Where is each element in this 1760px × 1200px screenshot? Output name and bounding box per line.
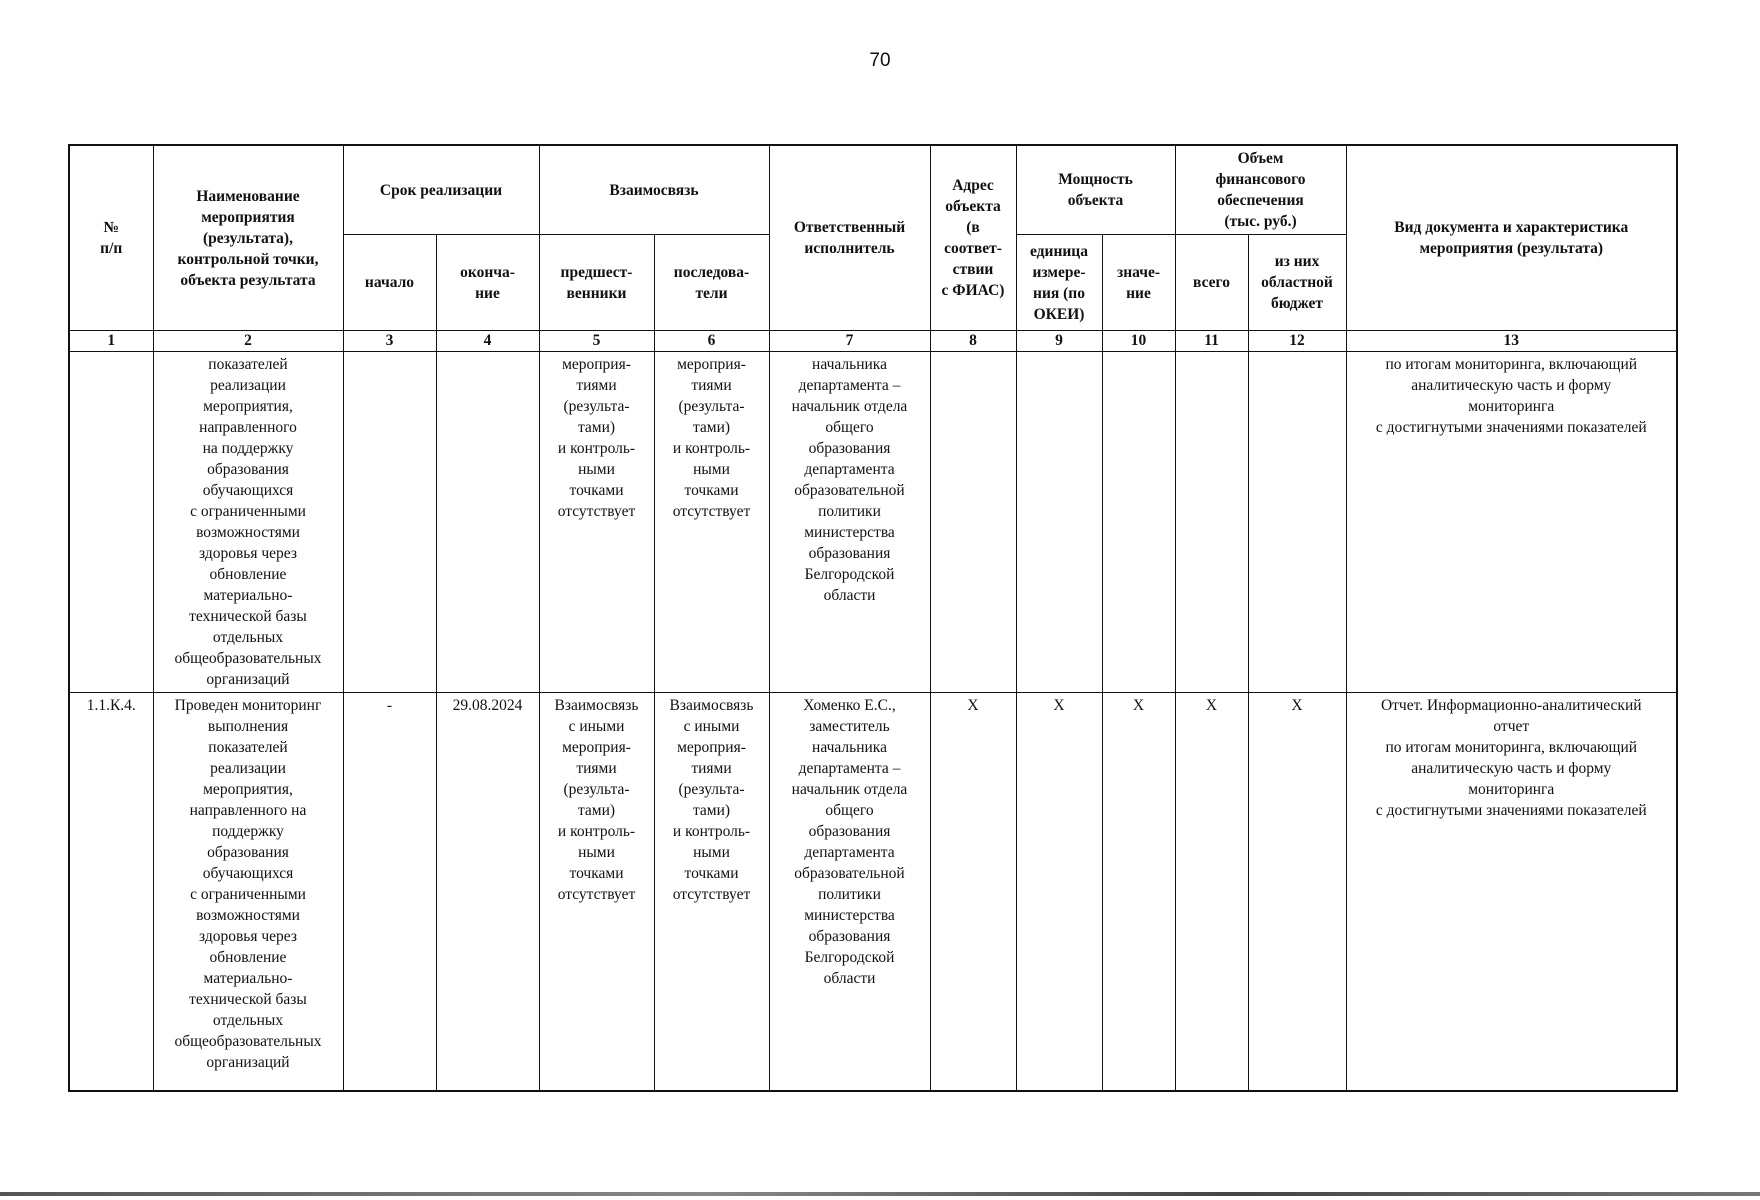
activity-table [68,144,1678,1092]
col-number: 8 [930,331,1016,352]
header-predecessors: предшест- венники [539,235,654,331]
col-number: 1 [69,331,153,352]
header-end: оконча- ние [436,235,539,331]
row-total: Х [1175,693,1248,1091]
header-finance: Объем финансового обеспечения (тыс. руб.) [1175,145,1346,235]
header-successors: последова- тели [654,235,769,331]
col-number: 7 [769,331,930,352]
header-name: Наименование мероприятия (результата), контрольной точки, объекта результата [153,145,343,331]
row-document: Отчет. Информационно-аналитический отчет по итогам мониторинга, включающий аналитическую часть и форму мониторинга с достигнутыми значениями показателей [1346,693,1677,1091]
row-successors: мероприя- тиями (результа- тами) и контроль- ными точками отсутствует [654,352,769,693]
header-period: Срок реализации [343,145,539,235]
header-capacity: Мощность объекта [1016,145,1175,235]
header-address: Адрес объекта (в соответ- ствии с ФИАС) [930,145,1016,331]
header-num: № п/п [69,145,153,331]
table-row [69,693,1677,1091]
row-name: показателей реализации мероприятия, направленного на поддержку образования обучающихся с ограниченными возможностями здоровья через обновление материально- технической базы отдельных общеобразовательных организаций [153,352,343,693]
col-number: 10 [1102,331,1175,352]
row-num: 1.1.К.4. [69,693,153,1091]
col-number: 2 [153,331,343,352]
row-regional: Х [1248,693,1346,1091]
col-number: 5 [539,331,654,352]
header-responsible: Ответственный исполнитель [769,145,930,331]
header-document: Вид документа и характеристика мероприятия (результата) [1346,145,1677,331]
row-end [436,352,539,693]
row-num [69,352,153,693]
row-unit: Х [1016,693,1102,1091]
header-value: значе- ние [1102,235,1175,331]
row-address: Х [930,693,1016,1091]
row-value [1102,352,1175,693]
row-unit [1016,352,1102,693]
col-number: 9 [1016,331,1102,352]
header-unit: единица измере- ния (по ОКЕИ) [1016,235,1102,331]
header-total: всего [1175,235,1248,331]
row-predecessors: мероприя- тиями (результа- тами) и контроль- ными точками отсутствует [539,352,654,693]
row-name: Проведен мониторинг выполнения показателей реализации мероприятия, направленного на поддержку образования обучающихся с ограниченными возможностями здоровья через обновление материально- технической базы отдельных общеобразовательных организаций [153,693,343,1091]
row-value: Х [1102,693,1175,1091]
row-successors: Взаимосвязь с иными мероприя- тиями (результа- тами) и контроль- ными точками отсутствует [654,693,769,1091]
row-start [343,352,436,693]
row-start: - [343,693,436,1091]
row-predecessors: Взаимосвязь с иными мероприя- тиями (результа- тами) и контроль- ными точками отсутствует [539,693,654,1091]
col-number: 13 [1346,331,1677,352]
row-end: 29.08.2024 [436,693,539,1091]
col-number: 4 [436,331,539,352]
col-number: 6 [654,331,769,352]
page-number: 70 [869,50,891,71]
col-number: 3 [343,331,436,352]
col-number: 12 [1248,331,1346,352]
row-total [1175,352,1248,693]
col-number: 11 [1175,331,1248,352]
row-responsible: Хоменко Е.С., заместитель начальника департамента – начальник отдела общего образования департамента образовательной политики министерства образования Белгородской области [769,693,930,1091]
header-start: начало [343,235,436,331]
row-address [930,352,1016,693]
header-relation: Взаимосвязь [539,145,769,235]
scan-edge-divider [0,1192,1760,1196]
row-document: по итогам мониторинга, включающий аналитическую часть и форму мониторинга с достигнутыми значениями показателей [1346,352,1677,693]
table-row [69,352,1677,693]
header-regional: из них областной бюджет [1248,235,1346,331]
row-responsible: начальника департамента – начальник отдела общего образования департамента образовательной политики министерства образования Белгородской области [769,352,930,693]
row-regional [1248,352,1346,693]
